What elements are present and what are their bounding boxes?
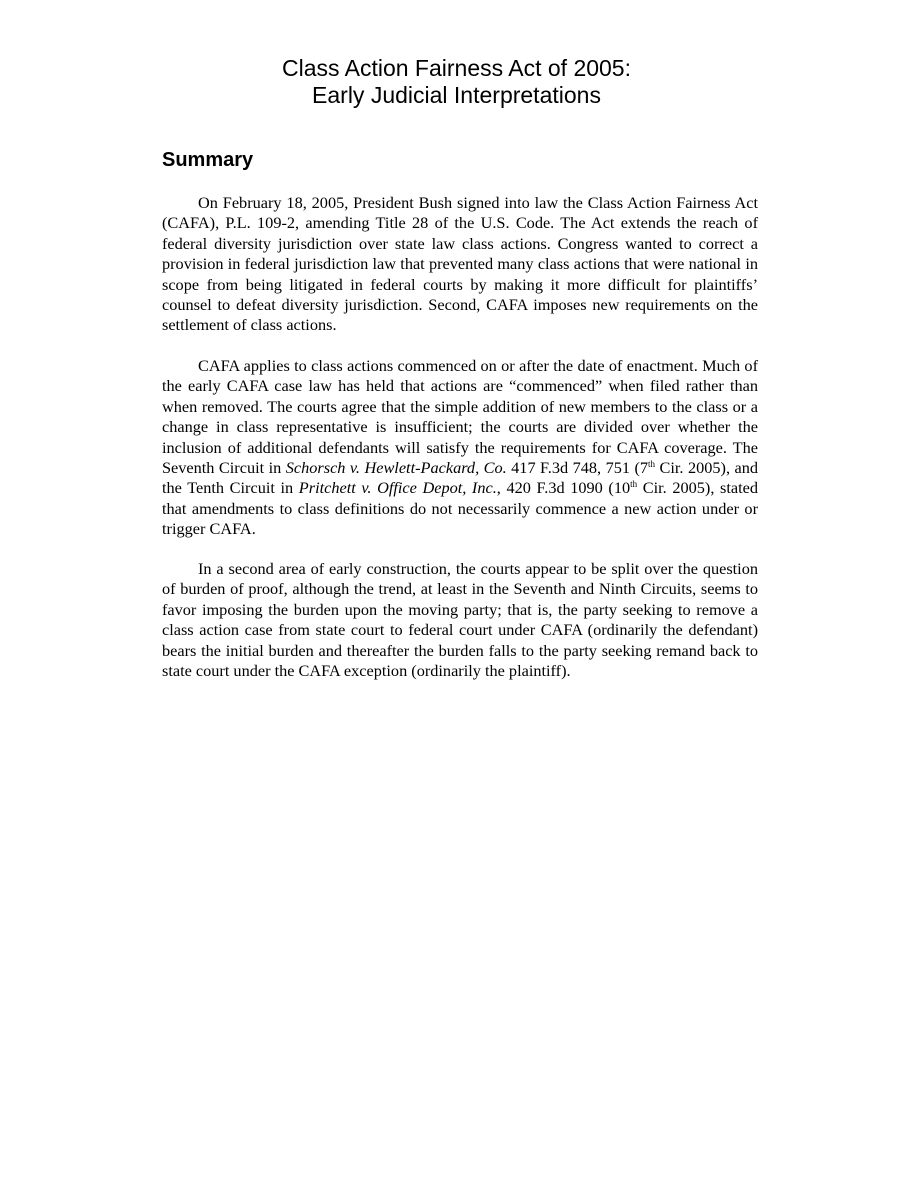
- ordinal-superscript-2: th: [630, 479, 638, 490]
- summary-paragraph-1: On February 18, 2005, President Bush signed into law the Class Action Fairness Act (CAFA), P.L. 109-2, amending Title 28 of the U.S. Code. The Act extends the reach of federal diversity jurisdiction over state law class actions. Congress wanted to correct a provision in federal jurisdiction law that prevented many class actions that were national in scope from being litigated in federal courts by making it more difficult for plaintiffs’ counsel to defeat diversity jurisdiction. Second, CAFA imposes new requirements on the settlement of class actions.: [162, 193, 758, 335]
- summary-heading: Summary: [162, 149, 254, 171]
- title-line-1: Class Action Fairness Act of 2005:: [281, 55, 631, 81]
- paragraph-2-text-4: , 420 F.3d 1090 (10: [496, 478, 631, 498]
- case-citation-pritchett: Pritchett v. Office Depot, Inc.: [298, 478, 497, 498]
- case-citation-schorsch: Schorsch v. Hewlett-Packard, Co.: [285, 458, 507, 478]
- paragraph-2-text-5: Cir. 2005), stated that amendments to class definitions do not necessarily commence a new action under or trigger CAFA.: [162, 478, 758, 539]
- paragraph-2-text-3: Cir. 2005), and the Tenth Circuit in: [162, 458, 759, 498]
- paragraph-2-text-2: 417 F.3d 748, 751 (7: [506, 458, 649, 478]
- ordinal-superscript-1: th: [648, 459, 656, 470]
- title-line-2: Early Judicial Interpretations: [312, 82, 601, 108]
- summary-paragraph-2: [162, 356, 758, 540]
- document-title: [0, 55, 913, 109]
- paragraph-2-text-1: CAFA applies to class actions commenced on or after the date of enactment. Much of the early CAFA case law has held that actions are “commenced” when filed rather than when removed. The courts agree that the simple addition of new members to the class or a change in class representative is insufficient; the courts are divided over whether the inclusion of additional defendants will satisfy the requirements for CAFA coverage. The Seventh Circuit in: [162, 356, 758, 478]
- summary-paragraph-3: In a second area of early construction, the courts appear to be split over the question of burden of proof, although the trend, at least in the Seventh and Ninth Circuits, seems to favor imposing the burden upon the moving party; that is, the party seeking to remove a class action case from state court to federal court under CAFA (ordinarily the defendant) bears the initial burden and thereafter the burden falls to the party seeking remand back to state court under the CAFA exception (ordinarily the plaintiff).: [162, 559, 758, 681]
